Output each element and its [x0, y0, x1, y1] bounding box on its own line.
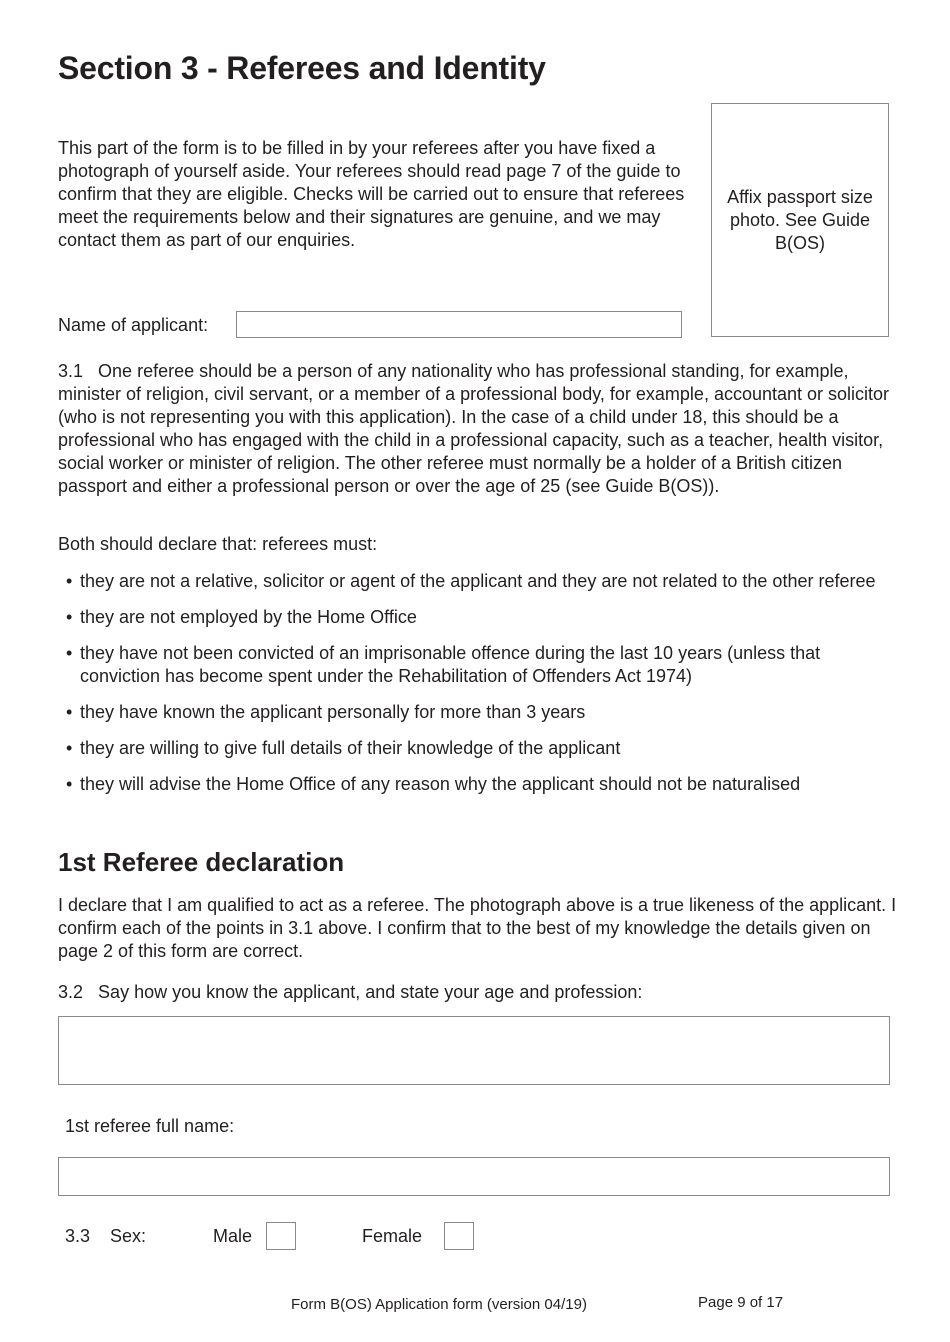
bullet: •	[66, 774, 73, 794]
sex-label: Sex:	[110, 1226, 147, 1246]
question-3-3-number: 3.3	[65, 1226, 91, 1246]
requirement-text: they have known the applicant personally for more than 3 years	[80, 702, 586, 722]
footer-page-number: Page 9 of 17	[698, 1294, 784, 1311]
question-3-2	[58, 981, 893, 1004]
requirement-item	[58, 701, 898, 724]
photo-box-text: Affix passport size photo. See Guide B(OS)	[727, 186, 873, 253]
bullet: •	[66, 571, 73, 591]
requirement-text: they are willing to give full details of their knowledge of the applicant	[80, 738, 621, 758]
question-3-2-text: Say how you know the applicant, and state your age and profession:	[98, 982, 643, 1002]
requirement-text: they are not a relative, solicitor or agent of the applicant and they are not related to the other referee	[80, 571, 876, 591]
bullet: •	[66, 643, 73, 663]
female-checkbox[interactable]	[444, 1222, 474, 1250]
question-3-2-number: 3.2	[58, 982, 84, 1002]
both-declare-text: Both should declare that: referees must:	[58, 534, 378, 554]
bullet: •	[66, 738, 73, 758]
section-title: Section 3 - Referees and Identity	[58, 50, 546, 86]
photo-box	[711, 103, 889, 337]
requirement-text: they have not been convicted of an imprisonable offence during the last 10 years (unless that conviction has become spent under the Rehabilitation of Offenders Act 1974)	[80, 643, 821, 686]
requirement-item	[58, 737, 898, 760]
footer-form-title: Form B(OS) Application form (version 04/19)	[291, 1296, 587, 1313]
requirement-text: they are not employed by the Home Office	[80, 607, 417, 627]
intro-text	[58, 137, 688, 252]
referee-name-field[interactable]	[58, 1157, 890, 1196]
requirement-text: they will advise the Home Office of any reason why the applicant should not be naturalised	[80, 774, 801, 794]
male-label: Male	[213, 1226, 253, 1246]
requirement-item	[58, 570, 898, 593]
referee-name-label: 1st referee full name:	[65, 1116, 235, 1136]
applicant-name-label: Name of applicant:	[58, 315, 209, 335]
bullet: •	[66, 702, 73, 722]
requirement-item	[58, 773, 898, 796]
requirement-item	[58, 642, 898, 688]
female-label: Female	[362, 1226, 423, 1246]
question-3-1-text: One referee should be a person of any nationality who has professional standing, for example, minister of religion, civil servant, or a member of a professional body, for example, accountant or solicitor (who is not representing you with this application). In the case of a child under 18, this should be a professional who has engaged with the child in a professional capacity, such as a teacher, health visitor, social worker or minister of religion. The other referee must normally be a holder of a British citizen passport and either a professional person or over the age of 25 (see Guide B(OS)).	[58, 361, 890, 496]
intro-paragraph: This part of the form is to be filled in by your referees after you have fixed a photograph of yourself aside. Your referees should read page 7 of the guide to confirm that they are eligible. Checks will be carried out to ensure that referees meet the requirements below and their signatures are genuine, and we may contact them as part of our enquiries.	[58, 138, 685, 250]
applicant-name-field[interactable]	[236, 311, 682, 338]
question-3-1-number: 3.1	[58, 361, 84, 381]
male-checkbox[interactable]	[266, 1222, 296, 1250]
referee-heading: 1st Referee declaration	[58, 847, 345, 877]
referee-declaration: I declare that I am qualified to act as a referee. The photograph above is a true likeness of the applicant. I confirm each of the points in 3.1 above. I confirm that to the best of my knowledge the details given on page 2 of this form are correct.	[58, 895, 897, 961]
requirements-list	[58, 570, 898, 809]
bullet: •	[66, 607, 73, 627]
question-3-1	[58, 360, 893, 498]
relationship-field[interactable]	[58, 1016, 890, 1085]
requirement-item	[58, 606, 898, 629]
